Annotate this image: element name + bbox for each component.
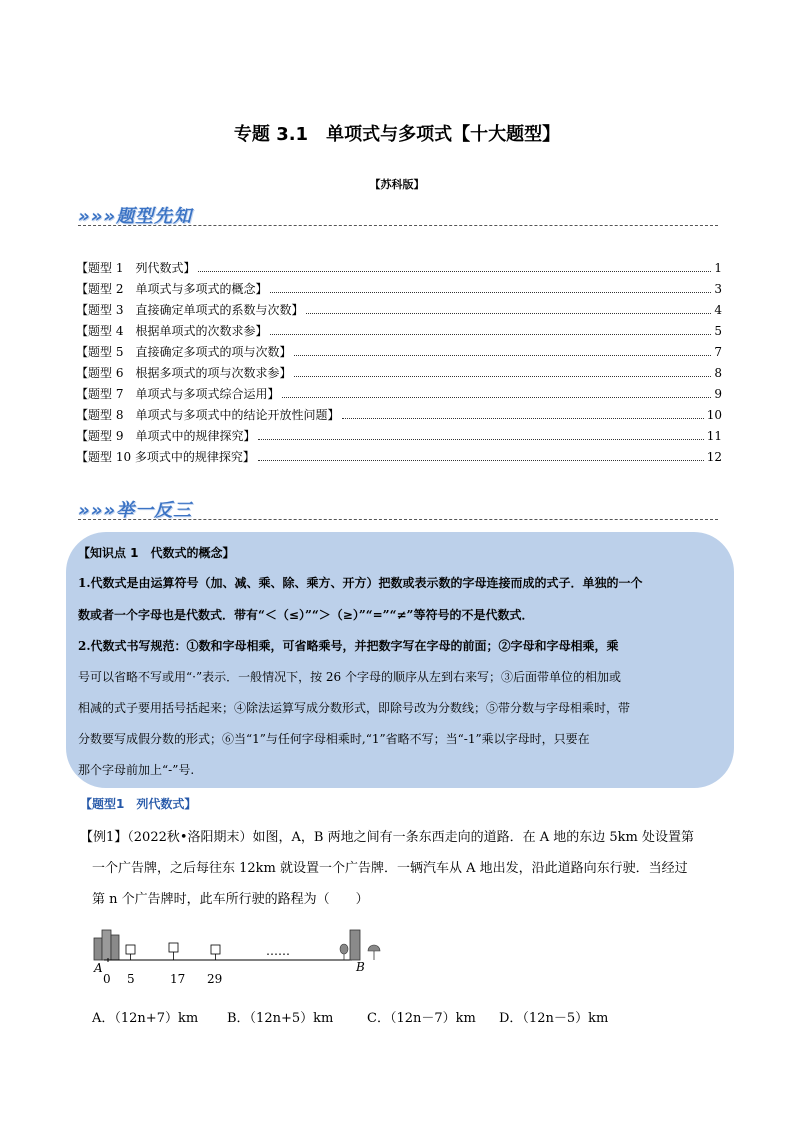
knowledge-line: 2.代数式书写规范：①数和字母相乘，可省略乘号，并把数字写在字母的前面；②字母和字母相乘，乘 [78, 639, 619, 653]
toc-leader [342, 418, 703, 419]
banner-practice [78, 496, 718, 520]
toc-item-page: 7 [714, 345, 722, 359]
banner-practice-label: »»»举一反三 [78, 500, 193, 521]
toc-leader [270, 292, 711, 293]
tick-label: 17 [170, 972, 186, 986]
knowledge-box [66, 532, 734, 788]
toc-item-label: 【题型 6 根据多项式的项与次数求参】 [76, 366, 292, 380]
toc-leader [258, 460, 704, 461]
knowledge-line: 1.代数式是由运算符号（加、减、乘、除、乘方、开方）把数或表示数的字母连接而成的式子．单独的一个 [78, 576, 643, 590]
toc-item[interactable] [76, 426, 722, 447]
toc-item-page: 10 [706, 408, 722, 422]
toc-leader [282, 397, 711, 398]
toc-leader [270, 334, 711, 335]
toc-item-label: 【题型 4 根据单项式的次数求参】 [76, 324, 268, 338]
table-of-contents [76, 258, 722, 468]
toc-item[interactable] [76, 258, 722, 279]
tick-label: 29 [207, 972, 223, 986]
ellipsis: …… [266, 944, 290, 958]
choice-a[interactable]: A．（12n+7）km [92, 1011, 199, 1026]
knowledge-line: 分数要写成假分数的形式；⑥当“1”与任何字母相乘时,“1”省略不写；当“-1”乘以字母时，只要在 [78, 732, 590, 746]
tick-label: 5 [127, 972, 135, 986]
toc-item-page: 3 [714, 282, 722, 296]
toc-leader [294, 376, 711, 377]
toc-item[interactable] [76, 342, 722, 363]
point-a-label: A [94, 961, 103, 975]
toc-item-label: 【题型 8 单项式与多项式中的结论开放性问题】 [76, 408, 340, 422]
toc-item[interactable] [76, 279, 722, 300]
toc-item-page: 5 [714, 324, 722, 338]
toc-item[interactable] [76, 405, 722, 426]
tick-label: 0 [103, 972, 111, 986]
point-b-label: B [356, 960, 365, 974]
toc-item-label: 【题型 3 直接确定单项式的系数与次数】 [76, 303, 304, 317]
toc-leader [306, 313, 711, 314]
knowledge-line: 数或者一个字母也是代数式．带有“＜（≤）”“＞（≥）”“=”“≠”等符号的不是代数式． [78, 608, 534, 622]
toc-item-page: 1 [714, 261, 722, 275]
toc-item[interactable] [76, 321, 722, 342]
banner-divider [78, 519, 718, 520]
toc-item[interactable] [76, 300, 722, 321]
choice-b[interactable]: B．（12n+5）km [227, 1011, 334, 1026]
toc-item-label: 【题型 10 多项式中的规律探究】 [76, 450, 255, 464]
toc-item-page: 12 [706, 450, 722, 464]
building-icon [94, 930, 119, 960]
example-line: 第 n 个广告牌时，此车所行驶的路程为（ ） [92, 892, 369, 907]
toc-leader [294, 355, 711, 356]
example-line: 【例1】（2022秋•洛阳期末）如图，A，B 两地之间有一条东西走向的道路．在 A 地的东边 5km 处设置第 [80, 830, 694, 845]
toc-leader [258, 439, 703, 440]
edition-label: 【苏科版】 [369, 178, 425, 191]
page-title: 专题 3.1 单项式与多项式【十大题型】 [233, 124, 561, 145]
choice-d[interactable]: D．（12n－5）km [499, 1011, 609, 1026]
type-heading: 【题型1 列代数式】 [80, 797, 197, 811]
billboard-icon [211, 945, 220, 954]
toc-item-label: 【题型 1 列代数式】 [76, 261, 196, 275]
toc-item-page: 8 [714, 366, 722, 380]
knowledge-heading: 【知识点 1 代数式的概念】 [78, 546, 235, 560]
building-icon [350, 930, 360, 960]
toc-leader [198, 271, 711, 272]
knowledge-line: 那个字母前加上“-”号. [78, 763, 195, 777]
toc-item-page: 9 [714, 387, 722, 401]
banner-divider [78, 225, 718, 226]
knowledge-line: 号可以省略不写或用“·”表示．一般情况下，按 26 个字母的顺序从左到右来写；③后面带单位的相加或 [78, 670, 621, 684]
knowledge-line: 相减的式子要用括号括起来；④除法运算写成分数形式，即除号改为分数线；⑤带分数与字母相乘时，带 [78, 701, 631, 715]
toc-item-label: 【题型 2 单项式与多项式的概念】 [76, 282, 268, 296]
tree-icon [368, 945, 380, 960]
answer-choices [92, 1007, 608, 1026]
choice-c[interactable]: C．（12n－7）km [367, 1011, 476, 1026]
toc-item[interactable] [76, 363, 722, 384]
toc-item[interactable] [76, 384, 722, 405]
billboard-icon [126, 945, 135, 954]
example-line: 一个广告牌，之后每往东 12km 就设置一个广告牌．一辆汽车从 A 地出发，沿此道路向东行驶．当经过 [92, 861, 688, 876]
toc-item[interactable] [76, 447, 722, 468]
toc-item-page: 4 [714, 303, 722, 317]
banner-preview-label: »»»题型先知 [78, 206, 193, 227]
toc-item-label: 【题型 5 直接确定多项式的项与次数】 [76, 345, 292, 359]
toc-item-label: 【题型 9 单项式中的规律探究】 [76, 429, 256, 443]
tree-icon [340, 944, 348, 960]
billboard-icon [169, 943, 178, 952]
toc-item-label: 【题型 7 单项式与多项式综合运用】 [76, 387, 280, 401]
toc-item-page: 11 [706, 429, 722, 443]
road-diagram [92, 925, 392, 990]
banner-preview [78, 202, 718, 226]
